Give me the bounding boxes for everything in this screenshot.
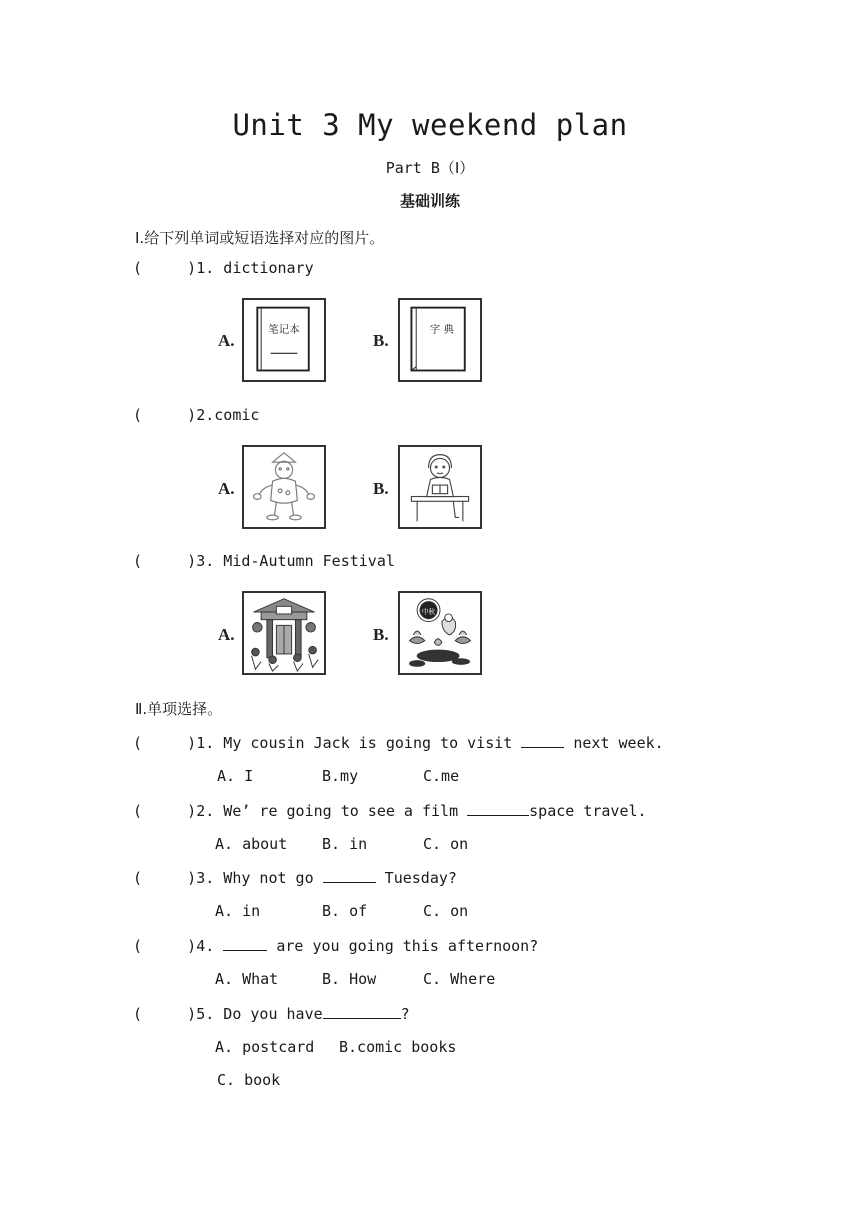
s1-q3-option-b-letter: B. (373, 625, 389, 644)
s1-q1-option-a-letter: A. (218, 331, 235, 350)
s2-q1-stem-pre: ( )1. My cousin Jack is going to visit (133, 734, 522, 752)
s2-question-2 (133, 801, 647, 820)
s2-q2-option-c[interactable]: C. on (423, 835, 469, 853)
s2-q1-stem-post: next week. (564, 734, 664, 752)
page-title: Unit 3 My weekend plan (232, 108, 628, 142)
s2-q4-blank (223, 936, 267, 951)
s1-q3-option-a-letter: A. (218, 625, 235, 644)
s1-q1-option-b-letter: B. (373, 331, 389, 350)
s2-q4-stem-pre: ( )4. (133, 937, 224, 955)
s2-q4-stem-post: are you going this afternoon? (267, 937, 539, 955)
s2-q3-blank (323, 868, 376, 883)
s2-q1-option-b[interactable]: B.my (322, 767, 359, 785)
s2-question-4 (133, 936, 538, 955)
dictionary-picture[interactable] (398, 298, 482, 382)
s2-q4-option-b[interactable]: B. How (322, 970, 377, 988)
s2-q3-option-c[interactable]: C. on (423, 902, 469, 920)
s1-q2-option-a-letter: A. (218, 479, 235, 498)
s2-q3-stem-post: Tuesday? (375, 869, 457, 887)
s2-q1-blank (521, 733, 564, 748)
section-heading: 基础训练 (399, 192, 460, 210)
s2-q2-stem-post: space travel. (529, 802, 647, 820)
s2-q5-option-c[interactable]: C. book (217, 1071, 281, 1089)
s2-q2-option-a[interactable]: A. about (215, 835, 288, 853)
section-1-title: Ⅰ.给下列单词或短语选择对应的图片。 (135, 229, 385, 247)
s2-q5-stem-post: ? (400, 1005, 410, 1023)
mid-autumn-picture[interactable] (398, 591, 482, 675)
dictionary-label: 字 典 (429, 323, 455, 336)
s1-question-3: ( )3. Mid-Autumn Festival (133, 552, 395, 570)
notebook-picture[interactable] (242, 298, 326, 382)
s2-question-1 (133, 733, 664, 752)
s1-q2-option-b-letter: B. (373, 479, 389, 498)
page-subtitle: Part B（Ⅰ） (385, 159, 475, 177)
s2-q1-option-c[interactable]: C.me (423, 767, 460, 785)
s2-q1-option-a[interactable]: A. I (217, 767, 254, 785)
s2-q4-option-c[interactable]: C. Where (423, 970, 496, 988)
section-2-title: Ⅱ.单项选择。 (135, 700, 223, 718)
boy-reading-picture[interactable] (398, 445, 482, 529)
s2-q5-blank (323, 1004, 401, 1019)
s2-q5-option-a[interactable]: A. postcard (215, 1038, 315, 1056)
s2-q5-option-b[interactable]: B.comic books (339, 1038, 457, 1056)
s2-q3-option-a[interactable]: A. in (215, 902, 261, 920)
s2-q2-option-b[interactable]: B. in (322, 835, 368, 853)
s2-q4-option-a[interactable]: A. What (215, 970, 279, 988)
cartoon-character-picture[interactable] (242, 445, 326, 529)
s2-q3-option-b[interactable]: B. of (322, 902, 368, 920)
s1-question-1: ( )1. dictionary (133, 259, 314, 277)
s2-question-5 (133, 1004, 410, 1023)
s1-question-2: ( )2.comic (133, 406, 260, 424)
s2-q3-stem-pre: ( )3. Why not go (133, 869, 323, 887)
s2-q2-blank (467, 801, 529, 816)
mooncake-label: 中秋 (421, 607, 436, 616)
notebook-label: 笔记本 (268, 323, 300, 336)
s2-q5-stem-pre: ( )5. Do you have (133, 1005, 323, 1023)
s2-question-3 (133, 868, 457, 887)
s2-q2-stem-pre: ( )2. We’ re going to see a film (133, 802, 468, 820)
spring-festival-picture[interactable] (242, 591, 326, 675)
